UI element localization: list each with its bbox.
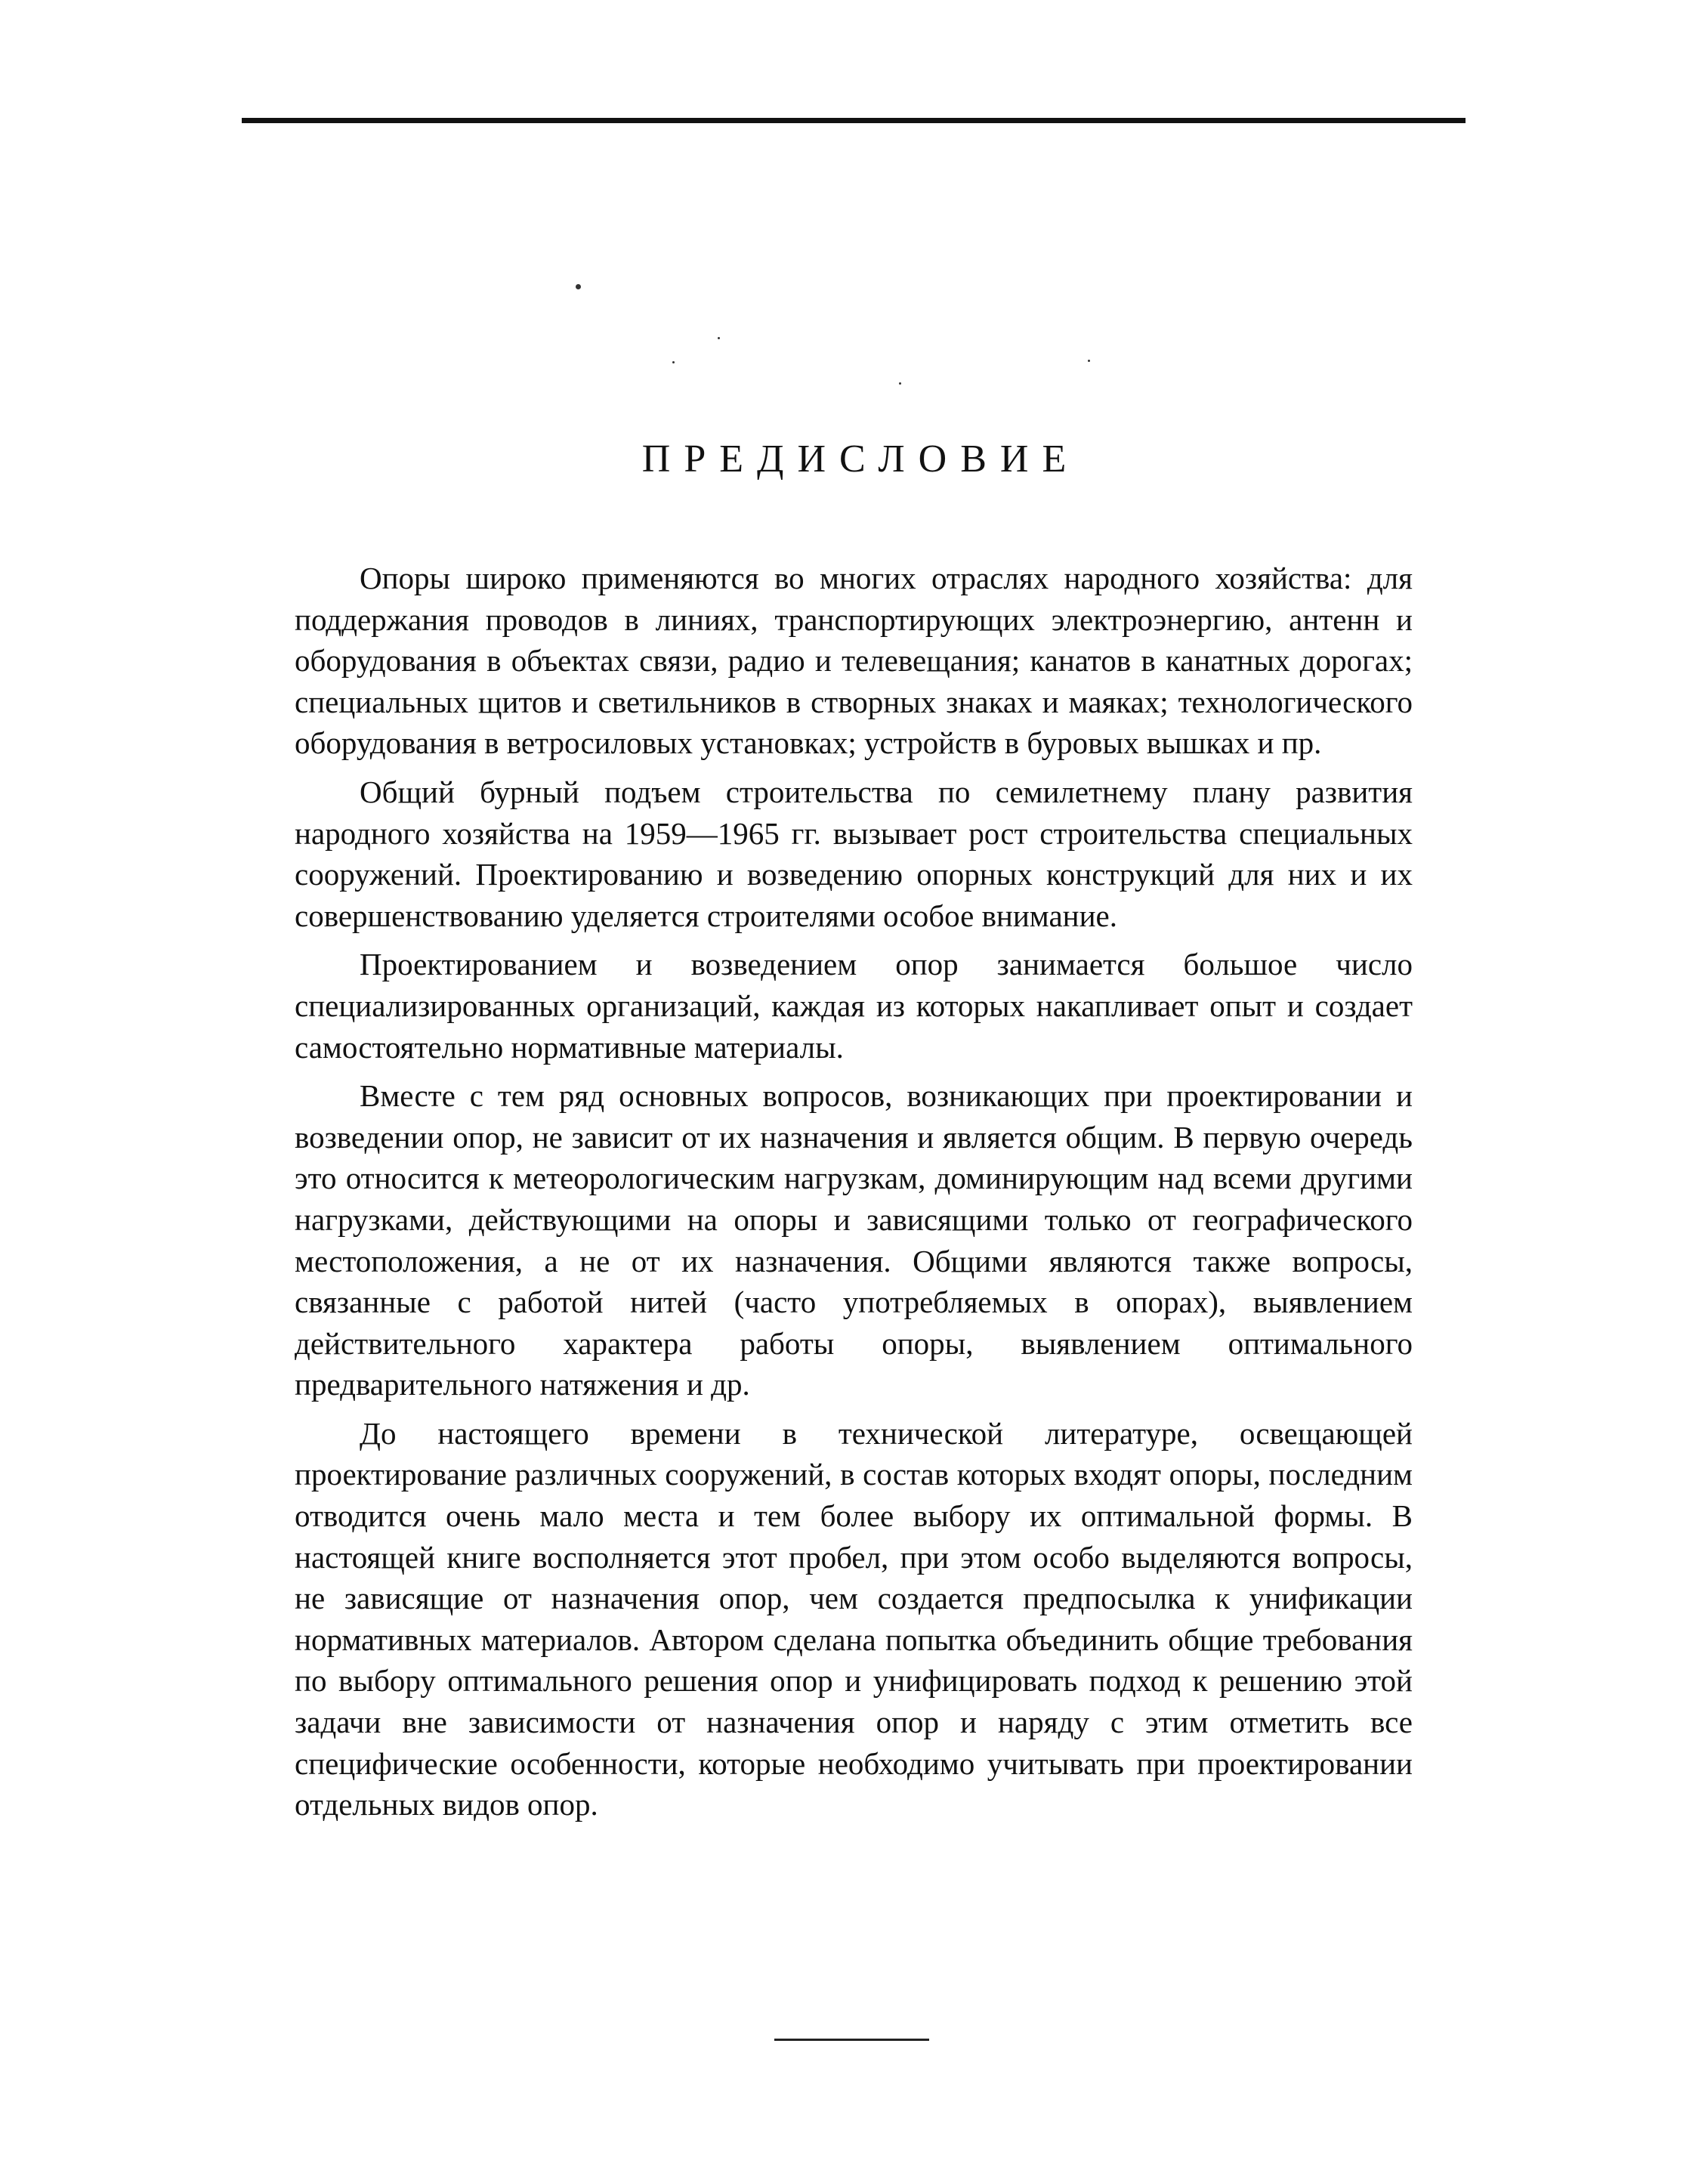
bottom-rule xyxy=(774,2039,929,2041)
paragraph: До настоящего времени в технической литературе, освещающей проектирование различных сооружений, в состав которых входят опоры, последним отводится очень мало места и тем более выбору их оптимальной формы. В настоящей книге восполняется этот пробел, при этом особо выделяются вопросы, не зависящие от назначения опор, чем создается предпосылка к унификации нормативных материалов. Автором сделана попытка объединить общие требования по выбору оптимального решения опор и унифицировать подход к решению этой задачи вне зависимости от назначения опор и наряду с этим отметить все специфические особенности, которые необходимо учитывать при проектировании отдельных видов опор. xyxy=(295,1415,1413,1822)
scan-speck xyxy=(576,284,581,289)
scan-speck xyxy=(1088,360,1090,362)
top-rule xyxy=(242,118,1466,123)
scan-speck xyxy=(899,382,901,385)
scan-speck xyxy=(718,337,720,339)
body-text xyxy=(295,558,1413,1833)
paragraph: Опоры широко применяются во многих отраслях народного хозяйства: для поддержания проводов в линиях, транспортирующих электроэнергию, антенн и оборудования в объектах связи, радио и телевещания; канатов в канатных дорогах; специальных щитов и светильников в створных знаках и маяках; технологического оборудования в ветросиловых установках; устройств в буровых вышках и пр. xyxy=(295,561,1413,761)
paragraph: Общий бурный подъем строительства по семилетнему плану развития народного хозяйства на 1959—1965 гг. вызывает рост строительства специальных сооружений. Проектированию и возведению опорных конструкций для них и их совершенствованию уделяется строителями особое внимание. xyxy=(295,774,1413,933)
paragraph: Вместе с тем ряд основных вопросов, возникающих при проектировании и возведении опор, не зависит от их назначения и является общим. В первую очередь это относится к метеорологическим нагрузкам, доминирующим над всеми другими нагрузками, действующими на опоры и зависящими только от географического местоположения, а не от их назначения. Общими являются также вопросы, связанные с работой нитей (часто употребляемых в опорах), выявлением действительного характера работы опоры, выявлением оптимального предварительного натяжения и др. xyxy=(295,1078,1413,1402)
scan-speck xyxy=(672,361,675,363)
page-title: ПРЕДИСЛОВИЕ xyxy=(641,437,1080,481)
paragraph: Проектированием и возведением опор занимается большое число специализированных организаций, каждая из которых накапливает опыт и создает самостоятельно нормативные материалы. xyxy=(295,947,1413,1065)
